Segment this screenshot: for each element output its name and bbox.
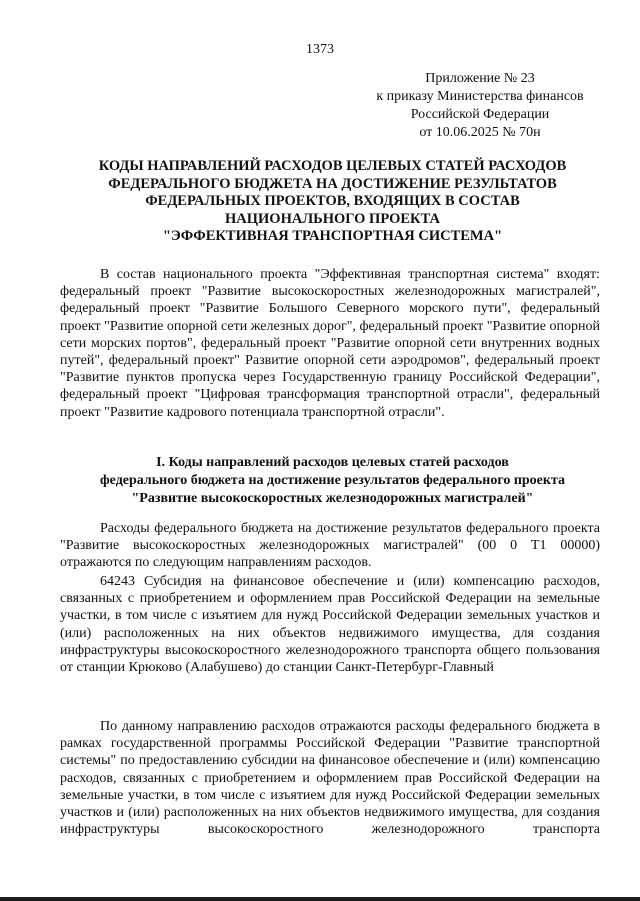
title-line: ФЕДЕРАЛЬНОГО БЮДЖЕТА НА ДОСТИЖЕНИЕ РЕЗУЛЬТАТОВ [108,175,557,192]
title-line: ФЕДЕРАЛЬНЫХ ПРОЕКТОВ, ВХОДЯЩИХ В СОСТАВ [145,193,520,209]
section-heading-line: I. Коды направлений расходов целевых статей расходов [156,455,509,470]
section-heading-line: федерального бюджета на достижение результатов федерального проекта [99,473,566,488]
scan-edge-line [0,897,640,901]
body-paragraph: 64243 Субсидия на финансовое обеспечение и (или) компенсацию расходов, связанных с приобретением и оформлением прав Российской Федерации на земельные участки, в том числе с изъятием для нужд Российской Федерации земельных участков и (или) расположенных на них объектов недвижимого имущества, для создания инфраструктуры высокоскоростного железнодорожного транспорта общего пользования от станции Крюково (Алабушево) до станции Санкт-Петербург-Главный [60,574,600,676]
document-title [60,158,605,246]
appendix-order-ref: к приказу Министерства финансов [376,89,584,104]
page-number: 1373 [306,42,334,57]
appendix-authority: Российской Федерации [410,107,550,122]
title-line: "ЭФФЕКТИВНАЯ ТРАНСПОРТНАЯ СИСТЕМА" [162,228,503,244]
appendix-number: Приложение № 23 [425,71,535,86]
title-line: КОДЫ НАПРАВЛЕНИЙ РАСХОДОВ ЦЕЛЕВЫХ СТАТЕЙ РАСХОДОВ [98,158,567,174]
section-heading-line: "Развитие высокоскоростных железнодорожных магистралей" [131,491,534,506]
appendix-order-date: от 10.06.2025 № 70н [419,125,541,140]
intro-paragraph: В состав национального проекта "Эффективная транспортная система" входят: федеральный проект "Развитие высокоскоростных железнодорожных магистралей", федеральный проект "Развитие Большого Северного морского пути", федеральный проект "Развитие опорной сети железных дорог", федеральный проект "Развитие опорной сети морских портов", федеральный проект "Развитие опорной сети внутренних водных путей", федеральный проект" Развитие опорной сети аэродромов", федеральный проект "Развитие пунктов пропуска через Государственную границу Российской Федерации", федеральный проект "Цифровая трансформация транспортной отрасли", федеральный проект "Развитие кадрового потенциала транспортной отрасли". [60,267,600,420]
title-line: НАЦИОНАЛЬНОГО ПРОЕКТА [225,210,440,227]
body-paragraph: Расходы федерального бюджета на достижение результатов федерального проекта "Развитие высокоскоростных железнодорожных магистралей" (00 0 Т1 00000) отражаются по следующим направлениям расходов. [60,521,600,571]
body-paragraph: По данному направлению расходов отражаются расходы федерального бюджета в рамках государственной программы Российской Федерации "Развитие транспортной системы" по предоставлению субсидии на финансовое обеспечение и (или) компенсацию расходов, связанных с приобретением и оформлением прав Российской Федерации на земельные участки, в том числе с изъятием для нужд Российской Федерации земельных участков и (или) расположенных на них объектов недвижимого имущества, для создания инфраструктуры высокоскоростного железнодорожного транспорта [60,719,600,838]
section-heading [60,454,605,508]
appendix-header [360,70,600,142]
